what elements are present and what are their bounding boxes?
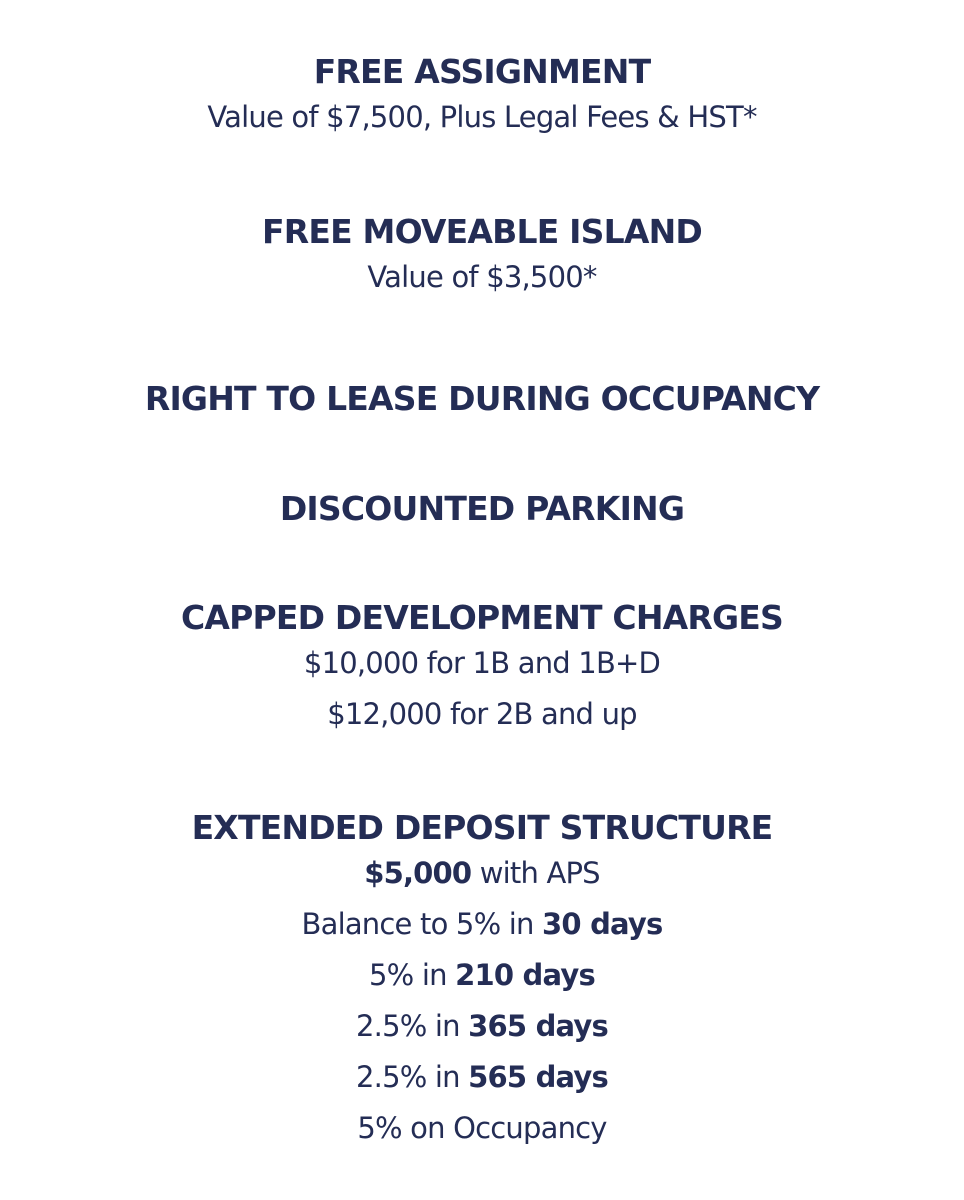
section-line: Value of $7,500, Plus Legal Fees & HST* (207, 100, 757, 134)
deposit-line: 5% on Occupancy (357, 1111, 607, 1145)
section-discounted-parking (0, 489, 964, 529)
section-heading: FREE ASSIGNMENT (313, 52, 651, 91)
section-heading: FREE MOVEABLE ISLAND (262, 212, 702, 251)
section-heading: EXTENDED DEPOSIT STRUCTURE (191, 808, 773, 847)
deposit-line: 2.5% in 365 days (356, 1009, 608, 1043)
deposit-line: 5% in 210 days (369, 958, 595, 992)
section-heading: RIGHT TO LEASE DURING OCCUPANCY (144, 379, 820, 418)
section-right-to-lease (0, 379, 964, 419)
section-line: Value of $3,500* (367, 260, 597, 294)
section-heading: CAPPED DEVELOPMENT CHARGES (180, 598, 784, 637)
deposit-line: Balance to 5% in 30 days (301, 907, 663, 941)
section-line: $10,000 for 1B and 1B+D (303, 646, 661, 680)
section-free-assignment (0, 52, 964, 143)
section-capped-development-charges (0, 598, 964, 740)
deposit-line: $5,000 with APS (364, 856, 600, 890)
section-line: $12,000 for 2B and up (327, 697, 637, 731)
section-extended-deposit-structure (0, 808, 964, 1154)
section-free-moveable-island (0, 212, 964, 303)
deposit-line: 2.5% in 565 days (356, 1060, 608, 1094)
section-heading: DISCOUNTED PARKING (279, 489, 685, 528)
